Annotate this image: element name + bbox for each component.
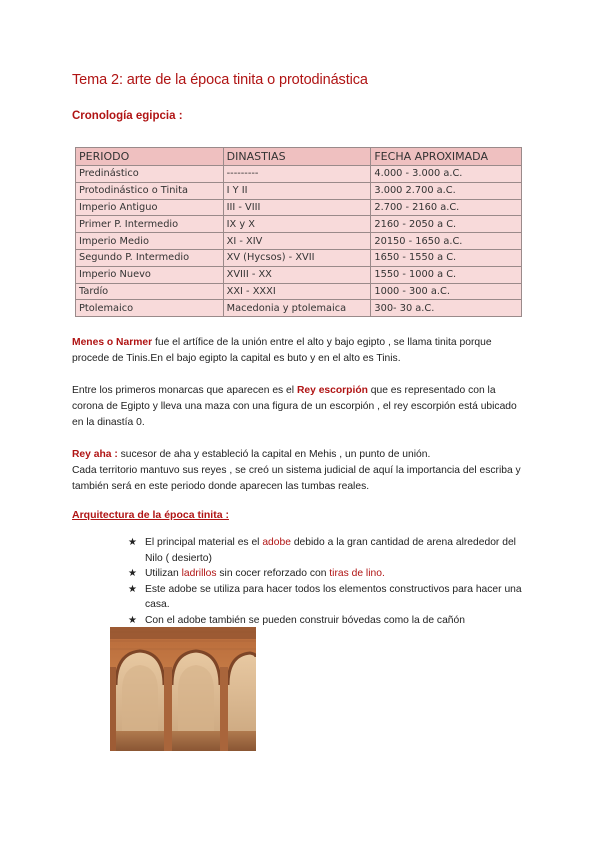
- paragraph-text: Cada territorio mantuvo sus reyes , se creó un sistema judicial de aquí la importancia del escriba y también será en este periodo donde aparecen las tumbas reales.: [72, 465, 521, 492]
- adobe-arches-photo: [110, 627, 256, 751]
- cell-fecha: 1550 - 1000 a C.: [371, 266, 522, 283]
- cell-dinastias: I Y II: [223, 182, 371, 199]
- cell-fecha: 4.000 - 3.000 a.C.: [371, 166, 522, 183]
- list-item: [128, 582, 528, 613]
- cell-dinastias: XV (Hycsos) - XVII: [223, 249, 371, 266]
- cell-periodo: Tardío: [76, 283, 224, 300]
- name-rey-escorpion: Rey escorpión: [296, 385, 368, 396]
- list-text: sin cocer reforzado con: [216, 568, 330, 579]
- arquitectura-heading: Arquitectura de la época tinita :: [72, 509, 229, 521]
- list-item: [128, 566, 528, 582]
- cell-periodo: Primer P. Intermedio: [76, 216, 224, 233]
- paragraph-text: fue el artífice de la unión entre el alto y bajo egipto , se llama tinita porque procede de Tinis.En el bajo egipto la capital es buto y en el alto es Tinis.: [72, 337, 492, 364]
- star-icon: ★: [128, 583, 137, 595]
- cell-periodo: Protodinástico o Tinita: [76, 182, 224, 199]
- name-menes: Menes o Narmer: [72, 337, 153, 348]
- cell-dinastias: XI - XIV: [223, 233, 371, 250]
- page-title: Tema 2: arte de la época tinita o protodinástica: [72, 72, 368, 88]
- cell-fecha: 3.000 2.700 a.C.: [371, 182, 522, 199]
- star-icon: ★: [128, 568, 137, 579]
- cell-dinastias: III - VIII: [223, 199, 371, 216]
- table-row: [76, 199, 522, 216]
- table-row: [76, 182, 522, 199]
- paragraph-text: Entre los primeros monarcas que aparecen es el: [72, 385, 297, 396]
- table-row: [76, 300, 522, 317]
- list-text: Utilizan: [145, 568, 182, 579]
- paragraph-text: que es representado con la corona de Egipto y lleva una maza con una figura de un escorpión , el rey escorpión está ubicado en la dinastía 0.: [72, 385, 517, 428]
- cell-dinastias: XVIII - XX: [223, 266, 371, 283]
- star-icon: ★: [128, 537, 137, 548]
- star-icon: ★: [128, 614, 137, 626]
- chronology-table: [75, 147, 522, 317]
- paragraph-rey-escorpion: [72, 383, 528, 431]
- chronology-heading: Cronología egipcia :: [72, 110, 183, 122]
- table-row: [76, 166, 522, 183]
- header-dinastias: DINASTIAS: [223, 148, 371, 166]
- list-text: Este adobe se utiliza para hacer todos los elementos constructivos para hacer una casa.: [145, 583, 522, 610]
- cell-periodo: Ptolemaico: [76, 300, 224, 317]
- highlight-tiras-de-lino: tiras de lino.: [329, 568, 385, 579]
- table-row: [76, 283, 522, 300]
- table-row: [76, 266, 522, 283]
- cell-dinastias: IX y X: [223, 216, 371, 233]
- cell-periodo: Predinástico: [76, 166, 224, 183]
- cell-fecha: 20150 - 1650 a.C.: [371, 233, 522, 250]
- paragraph-text: sucesor de aha y estableció la capital en Mehis , un punto de unión.: [117, 449, 431, 460]
- list-text: debido a la gran cantidad de arena alrededor del Nilo ( desierto): [145, 537, 516, 564]
- cell-fecha: 2160 - 2050 a C.: [371, 216, 522, 233]
- cell-periodo: Imperio Medio: [76, 233, 224, 250]
- list-item: [128, 613, 528, 629]
- cell-fecha: 1650 - 1550 a C.: [371, 249, 522, 266]
- cell-dinastias: XXI - XXXI: [223, 283, 371, 300]
- arquitectura-list: [128, 535, 528, 628]
- cell-dinastias: Macedonia y ptolemaica: [223, 300, 371, 317]
- table-header-row: [76, 148, 522, 166]
- cell-periodo: Segundo P. Intermedio: [76, 249, 224, 266]
- table-row: [76, 233, 522, 250]
- cell-fecha: 300- 30 a.C.: [371, 300, 522, 317]
- highlight-ladrillos: ladrillos: [181, 568, 217, 579]
- list-text: El principal material es el: [145, 537, 263, 548]
- name-rey-aha: Rey aha :: [72, 449, 118, 460]
- header-periodo: PERIODO: [76, 148, 224, 166]
- table-row: [76, 249, 522, 266]
- table-row: [76, 216, 522, 233]
- cell-periodo: Imperio Antiguo: [76, 199, 224, 216]
- cell-periodo: Imperio Nuevo: [76, 266, 224, 283]
- list-item: [128, 535, 528, 566]
- list-text: Con el adobe también se pueden construir bóvedas como la de cañón: [145, 614, 465, 626]
- cell-dinastias: ---------: [223, 166, 371, 183]
- highlight-adobe: adobe: [262, 537, 291, 548]
- header-fecha: FECHA APROXIMADA: [371, 148, 522, 166]
- paragraph-rey-aha: [72, 447, 528, 495]
- cell-fecha: 1000 - 300 a.C.: [371, 283, 522, 300]
- cell-fecha: 2.700 - 2160 a.C.: [371, 199, 522, 216]
- paragraph-menes: [72, 335, 528, 367]
